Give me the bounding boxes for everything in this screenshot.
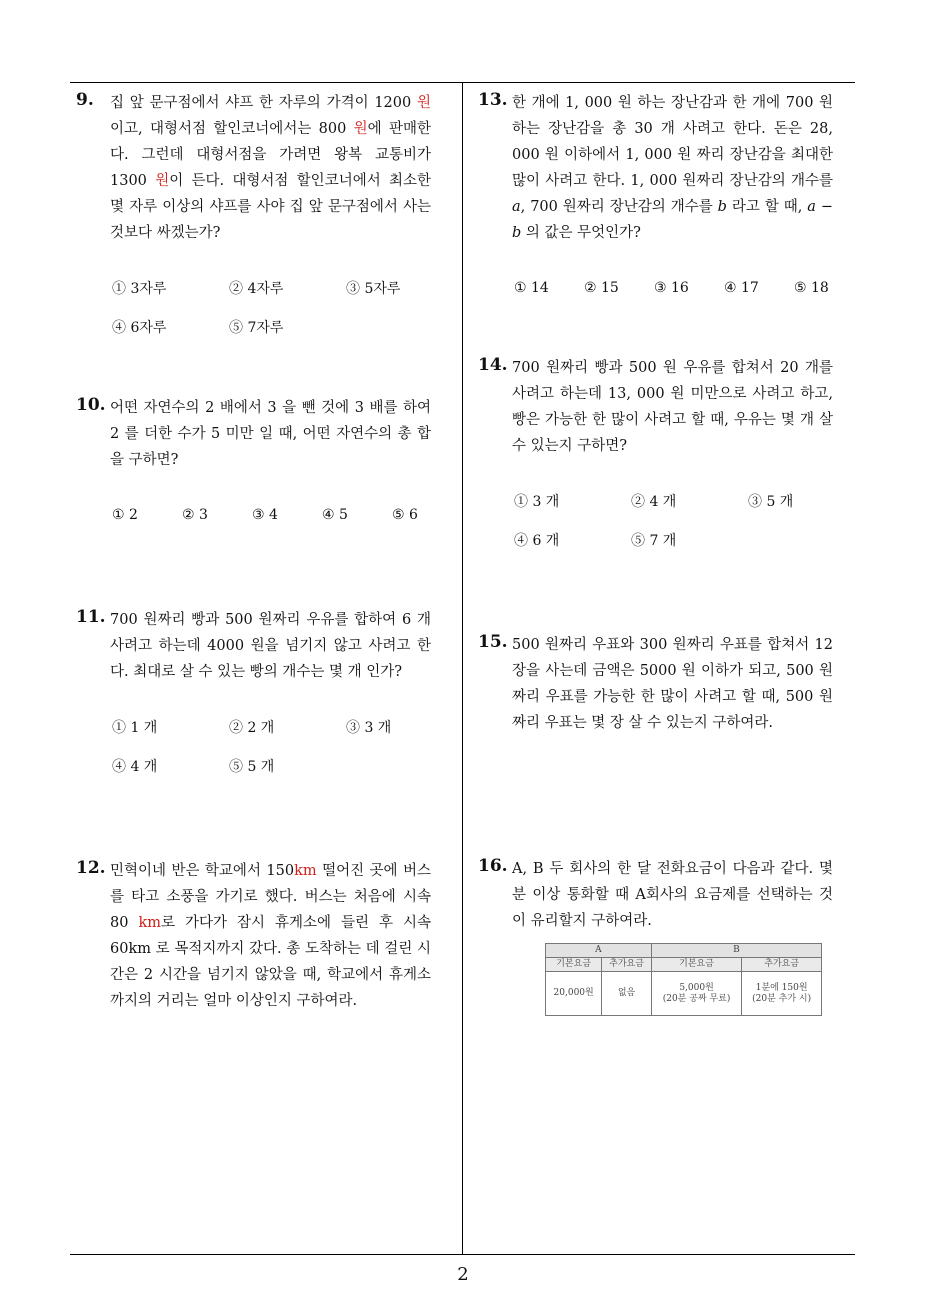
question-number: 15. [478,632,508,652]
choice-2[interactable]: ② 3 [182,506,208,523]
highlight-unit: km [138,915,161,931]
question-15 [478,632,833,736]
question-text: 어떤 자연수의 2 배에서 3 을 뺀 것에 3 배를 하여 2 를 더한 수가 5 미만 일 때, 어떤 자연수의 총 합을 구하면? [110,400,431,468]
choice-4[interactable]: ④ 5 [322,506,348,523]
choice-list [112,707,431,785]
choice-2[interactable]: ② 2 개 [229,719,275,736]
choice-1[interactable]: ① 2 [112,506,138,523]
choice-list [514,268,833,307]
question-text: A, B 두 회사의 한 달 전화요금이 다음과 같다. 몇 분 이상 통화할 때 A회사의 요금제를 선택하는 것이 유리할지 구하여라. [512,861,833,929]
choice-4[interactable]: ④ 6 개 [514,532,560,549]
question-number: 9. [76,90,94,110]
choice-1[interactable]: ① 14 [514,279,549,296]
b-base-header: 기본요금 [651,958,742,972]
question-11 [76,607,431,785]
choice-5[interactable]: ⑤ 6 [392,506,418,523]
choice-2[interactable]: ② 15 [584,279,619,296]
question-12 [76,858,431,1014]
question-number: 10. [76,395,106,415]
column-divider [462,82,463,1254]
choice-4[interactable]: ④ 17 [724,279,759,296]
question-number: 14. [478,355,508,375]
choice-list [112,495,431,534]
b-base-fee: 5,000원 (20분 공짜 무료) [651,972,742,1016]
choice-2[interactable]: ② 4자루 [229,280,284,297]
highlight-unit: 원 [353,121,368,137]
question-number: 13. [478,90,508,110]
b-extra-fee: 1분에 150원 (20분 추가 시) [742,972,822,1016]
question-13 [478,90,833,307]
highlight-unit: 원 [416,95,431,111]
question-text: 500 원짜리 우표와 300 원짜리 우표를 합쳐서 12 장을 사는데 금액은 5000 원 이하가 되고, 500 원짜리 우표를 가능한 한 많이 사려고 할 때, 500 원짜리 우표는 몇 장 살 수 있는지 구하여라. [512,637,833,731]
choice-4[interactable]: ④ 4 개 [112,758,158,775]
choice-5[interactable]: ⑤ 7자루 [229,319,284,336]
choice-5[interactable]: ⑤ 18 [794,279,829,296]
highlight-unit: km [294,863,317,879]
question-number: 12. [76,858,106,878]
choice-3[interactable]: ③ 3 개 [346,719,392,736]
question-14 [478,355,833,559]
highlight-unit: 원 [155,173,170,189]
question-9 [76,90,431,346]
choice-5[interactable]: ⑤ 7 개 [631,532,677,549]
choice-5[interactable]: ⑤ 5 개 [229,758,275,775]
question-text: 집 앞 문구점에서 샤프 한 자루의 가격이 1200 원이고, 대형서점 할인코너에서는 800 원에 판매한다. 그런데 대형서점을 가려면 왕복 교통비가 1300 원이 든다. 대형서점 할인코너에서 최소한 몇 자루 이상의 샤프를 사야 집 앞 문구점에서 사는 것보다 싸겠는가? [110,95,432,241]
bottom-rule [70,1254,855,1255]
choice-list [112,268,431,346]
question-10 [76,395,431,534]
variable-b: b [717,199,727,215]
company-a-header: A [546,944,652,958]
a-extra-fee: 없음 [602,972,652,1016]
company-b-header: B [651,944,821,958]
question-text: 700 원짜리 빵과 500 원짜리 우유를 합하여 6 개 사려고 하는데 4000 원을 넘기지 않고 사려고 한다. 최대로 살 수 있는 빵의 개수는 몇 개 인가? [110,612,431,680]
a-extra-header: 추가요금 [602,958,652,972]
expression: a − b [512,199,834,241]
a-base-header: 기본요금 [546,958,602,972]
question-number: 16. [478,856,508,876]
choice-1[interactable]: ① 1 개 [112,719,158,736]
a-base-fee: 20,000원 [546,972,602,1016]
fee-table [545,943,822,1016]
question-text: 민혁이네 반은 학교에서 150km 떨어진 곳에 버스를 타고 소풍을 가기로 했다. 버스는 처음에 시속 80 km로 가다가 잠시 휴게소에 들린 후 시속 60km 로 목적지까지 갔다. 총 도착하는 데 걸린 시간은 2 시간을 넘기지 않았을 때, 학교에서 휴게소까지의 거리는 얼마 이상인지 구하여라. [110,863,431,1009]
question-16 [478,856,833,934]
choice-4[interactable]: ④ 6자루 [112,319,167,336]
b-extra-header: 추가요금 [742,958,822,972]
question-number: 11. [76,607,106,627]
choice-3[interactable]: ③ 16 [654,279,689,296]
variable-a: a [512,199,521,215]
choice-2[interactable]: ② 4 개 [631,493,677,510]
choice-1[interactable]: ① 3 개 [514,493,560,510]
choice-list [514,481,833,559]
page-number: 2 [457,1264,469,1285]
choice-3[interactable]: ③ 4 [252,506,278,523]
question-text: 한 개에 1, 000 원 하는 장난감과 한 개에 700 원 하는 장난감을 총 30 개 사려고 한다. 돈은 28, 000 원 이하에서 1, 000 원 짜리 장난감을 최대한 많이 사려고 한다. 1, 000 원짜리 장난감의 개수를 a, 700 원짜리 장난감의 개수를 b 라고 할 때, a − b 의 값은 무엇인가? [512,95,834,241]
choice-3[interactable]: ③ 5 개 [748,493,794,510]
question-text: 700 원짜리 빵과 500 원 우유를 합쳐서 20 개를 사려고 하는데 13, 000 원 미만으로 사려고 하고, 빵은 가능한 한 많이 사려고 할 때, 우유는 몇 개 살 수 있는지 구하면? [512,360,833,454]
choice-3[interactable]: ③ 5자루 [346,280,401,297]
choice-1[interactable]: ① 3자루 [112,280,167,297]
